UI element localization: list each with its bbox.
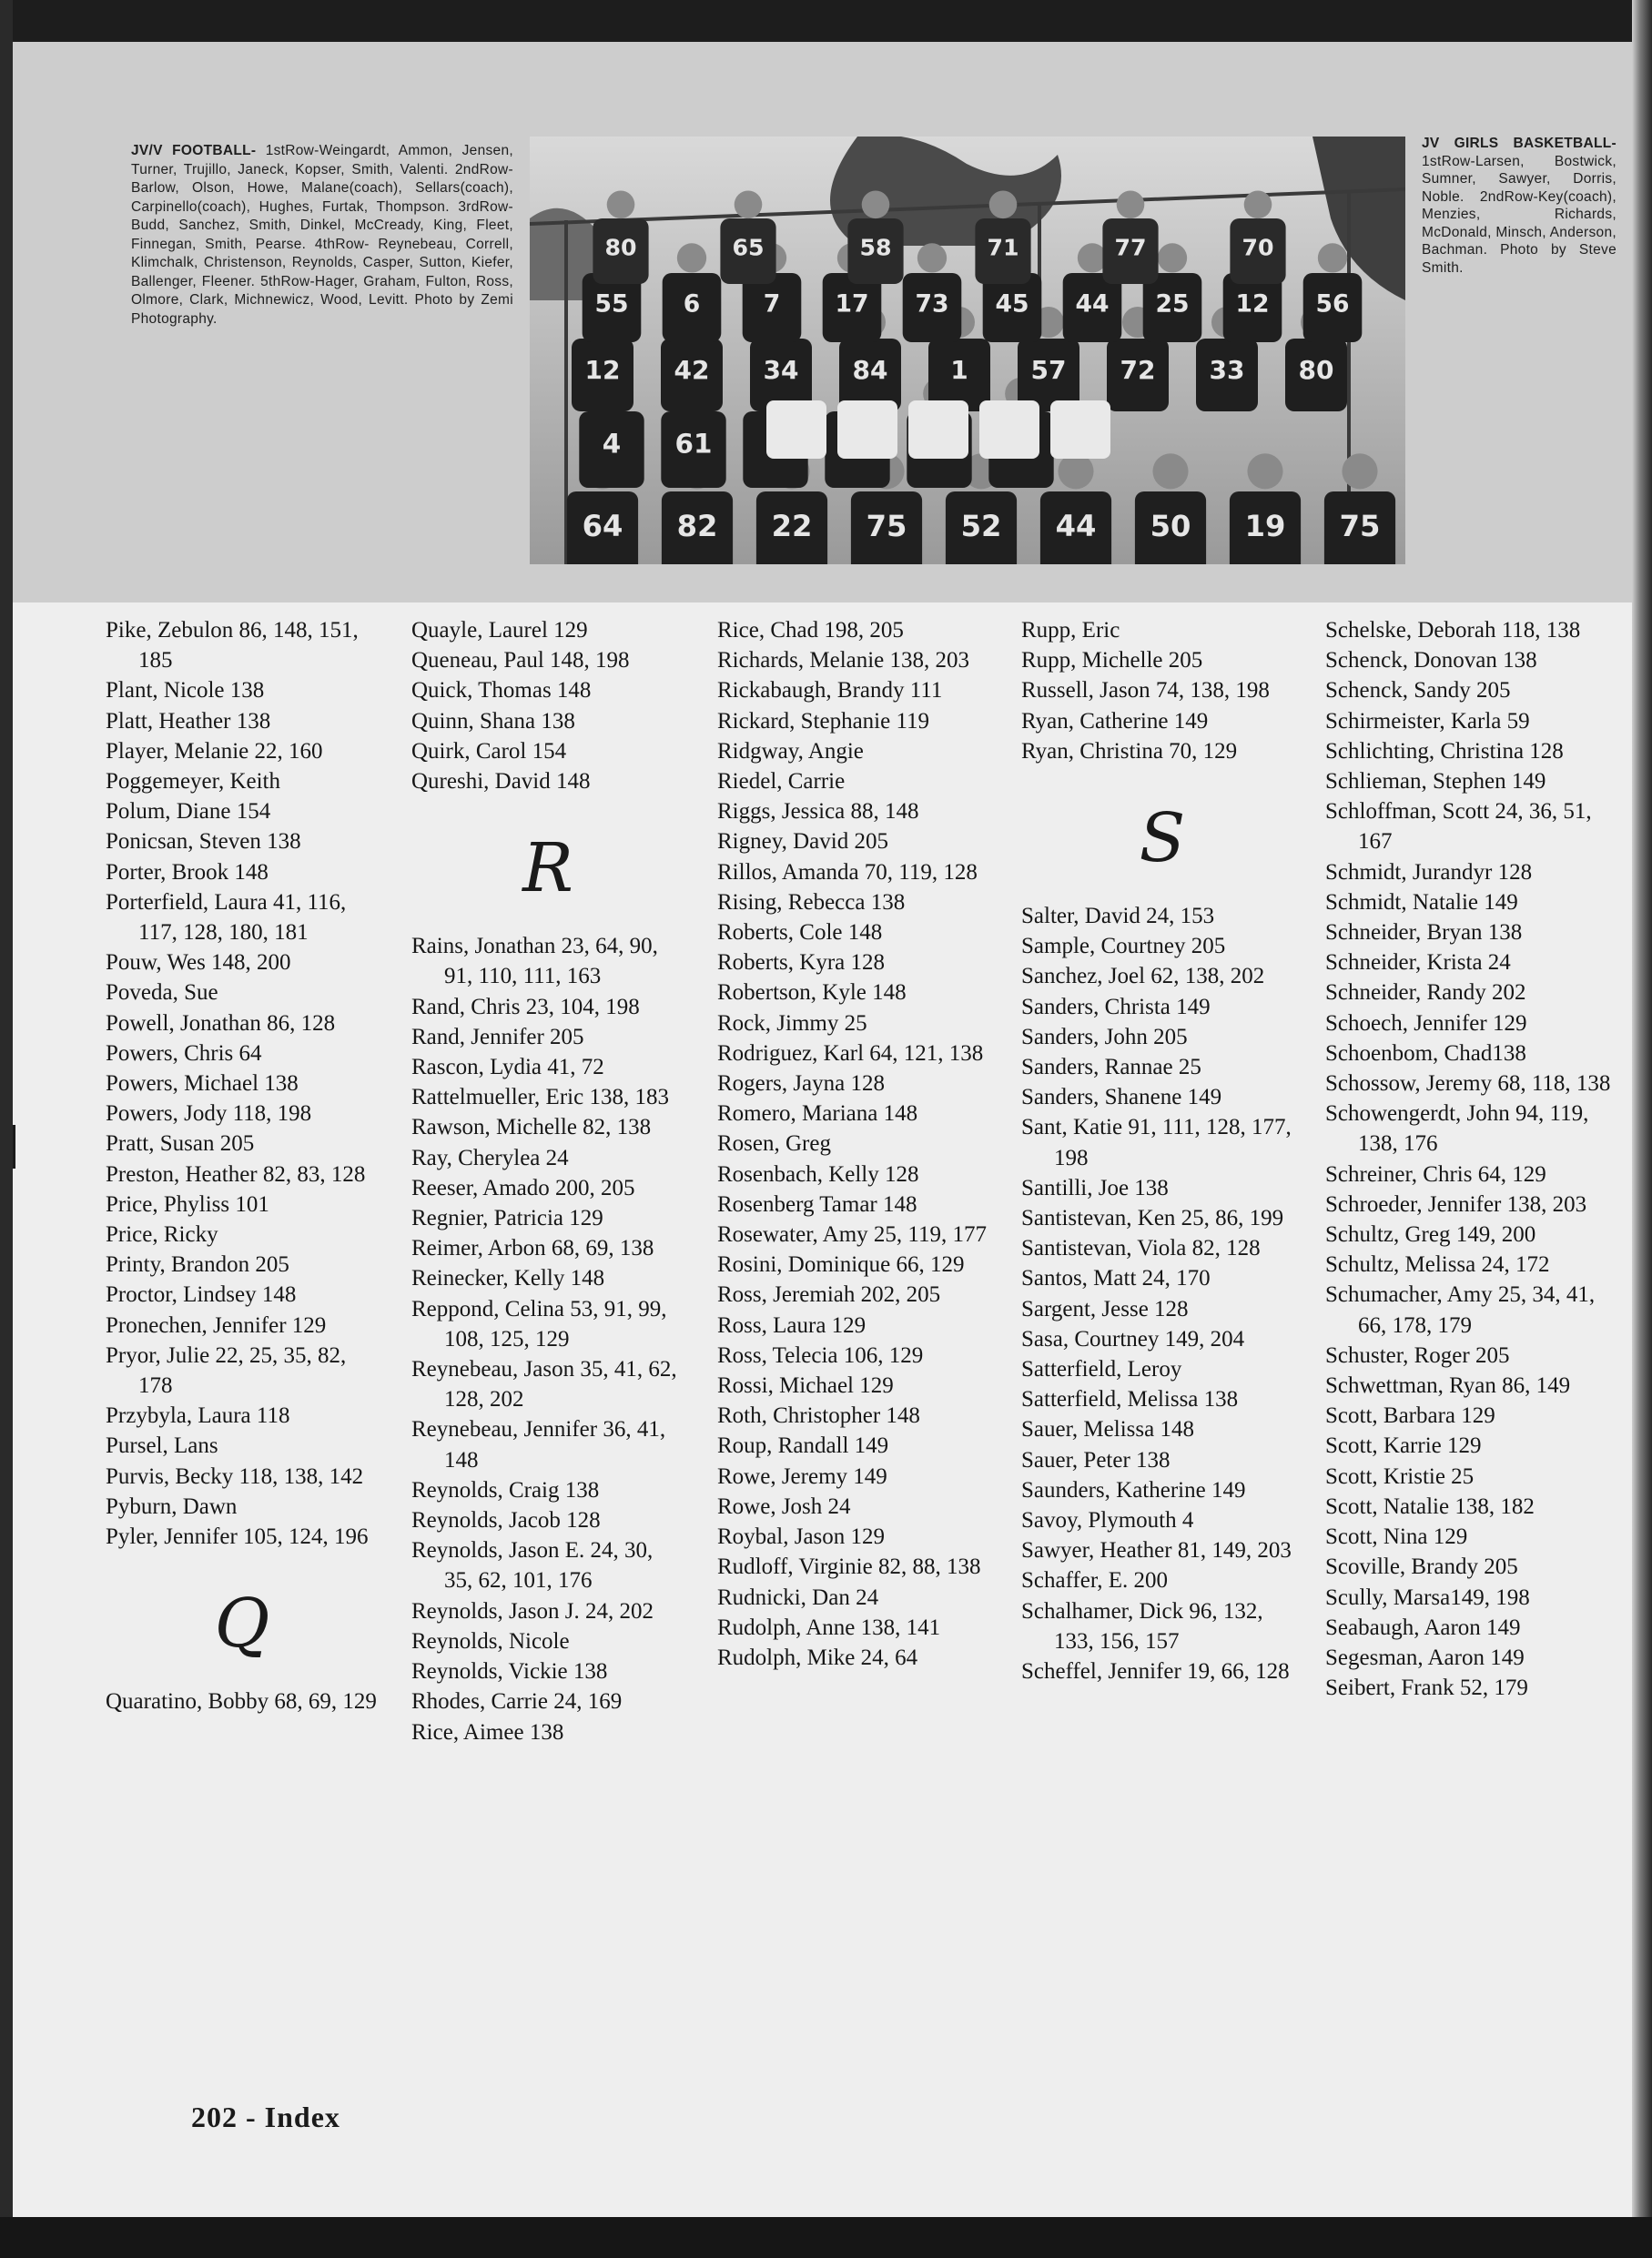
index-entry: Price, Ricky <box>106 1222 218 1248</box>
section-letter: R <box>522 829 573 908</box>
index-entry: Schowengerdt, John 94, 119, 138, 176 <box>1325 1101 1589 1157</box>
index-entry: Qureshi, David 148 <box>411 769 591 795</box>
index-entry: Schultz, Melissa 24, 172 <box>1325 1252 1550 1278</box>
football-caption-body: 1stRow-Weingardt, Ammon, Jensen, Turner, Trujillo, Janeck, Kopser, Smith, Valenti. 2ndRow-Barlow, Olson, Howe, Malane(coach), Sellars(coach), Carpinello(coach), Hughes, Furtak, Thompson. 3rdRow-Budd, Sanchez, Smith, Dinkel, McCready, King, Fleet, Finnegan, Smith, Pearse. 4thRow- Reynebeau, Correll, Klimchalk, Christenson, Reynolds, Casper, Sutton, Kiefer, Ballenger, Fleener. 5thRow-Hager, Graham, Fulton, Ross, Olmore, Clark, Michnewicz, Wood, Levitt. Photo by Zemi Photography. <box>131 143 513 327</box>
index-entry: Polum, Diane 154 <box>106 799 271 825</box>
index-entry: Sant, Katie 91, 111, 128, 177, 198 <box>1021 1115 1292 1170</box>
index-entry: Quayle, Laurel 129 <box>411 618 588 643</box>
index-entry: Powers, Jody 118, 198 <box>106 1101 312 1127</box>
index-entry: Rossi, Michael 129 <box>717 1373 894 1399</box>
index-entry: Roth, Christopher 148 <box>717 1403 920 1429</box>
page-footer: 202 - Index <box>191 2101 340 2133</box>
index-entry: Powell, Jonathan 86, 128 <box>106 1010 336 1036</box>
index-entry: Schroeder, Jennifer 138, 203 <box>1325 1191 1587 1217</box>
index-entry: Porterfield, Laura 41, 116, 117, 128, 180, 181 <box>106 889 347 946</box>
index-entry: Roberts, Kyra 128 <box>717 950 885 976</box>
index-entry: Reimer, Arbon 68, 69, 138 <box>411 1236 654 1261</box>
index-entry: Roberts, Cole 148 <box>717 920 883 946</box>
jersey-number: 17 <box>835 289 869 319</box>
index-entry: Scott, Barbara 129 <box>1325 1403 1495 1429</box>
jersey-number: 72 <box>1120 355 1156 385</box>
jersey-number: 22 <box>771 509 813 544</box>
coach-figure <box>979 400 1039 459</box>
index-entry: Sauer, Melissa 148 <box>1021 1417 1194 1443</box>
index-entry: Scott, Kristie 25 <box>1325 1463 1475 1489</box>
index-entry: Savoy, Plymouth 4 <box>1021 1508 1194 1534</box>
index-entry: Sanders, Shanene 149 <box>1021 1085 1222 1110</box>
index-entry: Sample, Courtney 205 <box>1021 934 1226 959</box>
index-entry: Rosen, Greg <box>717 1131 831 1157</box>
jersey-number: 64 <box>582 509 623 544</box>
index-entry: Rising, Rebecca 138 <box>717 889 906 915</box>
index-entry: Pyburn, Dawn <box>106 1494 238 1519</box>
index-entry: Powers, Michael 138 <box>106 1071 299 1097</box>
jersey-number: 6 <box>683 289 701 319</box>
index-entry: Rosewater, Amy 25, 119, 177 <box>717 1222 987 1248</box>
index-entry: Rand, Jennifer 205 <box>411 1024 584 1049</box>
index-column-3 <box>717 615 990 1673</box>
jersey-number: 71 <box>987 234 1019 261</box>
index-entry: Schirmeister, Karla 59 <box>1325 708 1530 734</box>
index-entry: Reynolds, Nicole <box>411 1628 570 1654</box>
jersey-number: 44 <box>1055 509 1097 544</box>
index-entry: Queneau, Paul 148, 198 <box>411 648 630 673</box>
index-entry: Schneider, Randy 202 <box>1325 980 1526 1006</box>
index-column-1 <box>106 615 379 1717</box>
index-entry: Powers, Chris 64 <box>106 1040 262 1066</box>
coach-figure <box>1050 400 1110 459</box>
index-entry: Riedel, Carrie <box>717 769 846 795</box>
coach-figure <box>908 400 968 459</box>
index-entry: Romero, Mariana 148 <box>717 1101 918 1127</box>
index-entry: Printy, Brandon 205 <box>106 1252 289 1278</box>
jersey-number: 19 <box>1244 509 1286 544</box>
index-entry: Satterfield, Leroy <box>1021 1357 1182 1382</box>
index-entry: Quaratino, Bobby 68, 69, 129 <box>106 1689 377 1715</box>
jersey-number: 44 <box>1075 289 1110 319</box>
jersey-number: 4 <box>602 428 622 460</box>
index-entry: Reeser, Amado 200, 205 <box>411 1175 635 1200</box>
index-entry: Reppond, Celina 53, 91, 99, 108, 125, 129 <box>411 1296 667 1352</box>
index-entry: Schoenbom, Chad138 <box>1325 1040 1526 1066</box>
basketball-caption <box>1422 135 1617 277</box>
index-entry: Schenck, Donovan 138 <box>1325 648 1537 673</box>
index-entry: Richards, Melanie 138, 203 <box>717 648 970 673</box>
index-entry: Schneider, Bryan 138 <box>1325 920 1523 946</box>
team-photo-svg <box>530 137 1405 564</box>
index-entry: Regnier, Patricia 129 <box>411 1206 603 1231</box>
index-entry: Rudolph, Anne 138, 141 <box>717 1615 941 1640</box>
index-entry: Rickabaugh, Brandy 111 <box>717 678 943 704</box>
index-entry: Ross, Telecia 106, 129 <box>717 1342 924 1368</box>
index-entry: Ryan, Christina 70, 129 <box>1021 738 1238 764</box>
index-entry: Rogers, Jayna 128 <box>717 1071 885 1097</box>
basketball-caption-heading: JV GIRLS BASKETBALL- <box>1422 136 1617 151</box>
jersey-number: 80 <box>1298 355 1334 385</box>
index-entry: Przybyla, Laura 118 <box>106 1403 290 1429</box>
jersey-number: 58 <box>859 234 892 261</box>
yearbook-page <box>13 42 1632 2217</box>
index-entry: Seabaugh, Aaron 149 <box>1325 1615 1521 1640</box>
index-entry: Roybal, Jason 129 <box>717 1524 886 1550</box>
index-entry: Rudloff, Virginie 82, 88, 138 <box>717 1554 981 1580</box>
index-entry: Porter, Brook 148 <box>106 859 269 885</box>
index-entry: Reynolds, Jason E. 24, 30, 35, 62, 101, 176 <box>411 1538 654 1594</box>
coach-figure <box>837 400 897 459</box>
jersey-number: 77 <box>1114 234 1147 261</box>
index-entry: Schlieman, Stephen 149 <box>1325 769 1546 795</box>
jersey-number: 50 <box>1150 509 1191 544</box>
index-entry: Pursel, Lans <box>106 1433 218 1459</box>
index-entry: Rand, Chris 23, 104, 198 <box>411 994 640 1019</box>
jersey-number: 57 <box>1030 355 1067 385</box>
jersey-number: 73 <box>915 289 949 319</box>
index-entry: Schoech, Jennifer 129 <box>1325 1010 1527 1036</box>
scan-right-border <box>1632 0 1652 2258</box>
index-entry: Reynolds, Jason J. 24, 202 <box>411 1598 654 1624</box>
index-entry: Sanders, Christa 149 <box>1021 994 1211 1019</box>
index-entry: Sargent, Jesse 128 <box>1021 1296 1189 1321</box>
scan-top-border <box>0 0 1652 42</box>
jersey-number: 75 <box>1339 509 1381 544</box>
coach-figure <box>766 400 826 459</box>
section-letter: Q <box>214 1585 270 1664</box>
index-entry: Rosini, Dominique 66, 129 <box>717 1252 965 1278</box>
index-entry: Pryor, Julie 22, 25, 35, 82, 178 <box>106 1342 347 1399</box>
index-entry: Seibert, Frank 52, 179 <box>1325 1676 1528 1701</box>
index-entry: Pouw, Wes 148, 200 <box>106 950 291 976</box>
jersey-number: 45 <box>995 289 1029 319</box>
index-entry: Pratt, Susan 205 <box>106 1131 255 1157</box>
index-entry: Robertson, Kyle 148 <box>717 980 907 1006</box>
index-entry: Purvis, Becky 118, 138, 142 <box>106 1463 364 1489</box>
index-entry: Quinn, Shana 138 <box>411 708 575 734</box>
index-entry: Rascon, Lydia 41, 72 <box>411 1055 604 1080</box>
index-entry: Rhodes, Carrie 24, 169 <box>411 1689 623 1715</box>
index-entry: Quirk, Carol 154 <box>411 738 567 764</box>
jersey-number: 56 <box>1315 289 1350 319</box>
index-entry: Ryan, Catherine 149 <box>1021 708 1209 734</box>
index-entry: Schelske, Deborah 118, 138 <box>1325 618 1581 643</box>
index-entry: Santistevan, Viola 82, 128 <box>1021 1236 1261 1261</box>
index-entry: Rudnicki, Dan 24 <box>717 1585 879 1610</box>
index-entry: Rudolph, Mike 24, 64 <box>717 1645 918 1670</box>
section-letter: S <box>1139 799 1186 878</box>
index-entry: Poveda, Sue <box>106 980 218 1006</box>
index-entry: Plant, Nicole 138 <box>106 678 265 704</box>
index-entry: Rupp, Michelle 205 <box>1021 648 1203 673</box>
index-entry: Sawyer, Heather 81, 149, 203 <box>1021 1538 1292 1564</box>
jersey-number: 52 <box>960 509 1002 544</box>
index-entry: Ross, Laura 129 <box>717 1312 867 1338</box>
index-entry: Rowe, Jeremy 149 <box>717 1463 887 1489</box>
index-entry: Roup, Randall 149 <box>717 1433 889 1459</box>
index-entry: Pyler, Jennifer 105, 124, 196 <box>106 1524 369 1550</box>
index-entry: Reinecker, Kelly 148 <box>411 1266 605 1291</box>
jersey-number: 7 <box>763 289 781 319</box>
index-column-2 <box>411 615 684 1747</box>
index-entry: Rillos, Amanda 70, 119, 128 <box>717 859 978 885</box>
index-entry: Sanders, Rannae 25 <box>1021 1055 1201 1080</box>
jersey-number: 75 <box>866 509 907 544</box>
index-entry: Schuster, Roger 205 <box>1325 1342 1510 1368</box>
index-entry: Schenck, Sandy 205 <box>1325 678 1511 704</box>
jersey-number: 84 <box>852 355 888 385</box>
index-entry: Sauer, Peter 138 <box>1021 1447 1171 1473</box>
index-entry: Satterfield, Melissa 138 <box>1021 1387 1239 1413</box>
index-entry: Santilli, Joe 138 <box>1021 1175 1169 1200</box>
index-column-5 <box>1325 615 1617 1703</box>
index-entry: Schreiner, Chris 64, 129 <box>1325 1161 1546 1187</box>
index-entry: Schlichting, Christina 128 <box>1325 738 1564 764</box>
index-entry: Rupp, Eric <box>1021 618 1120 643</box>
index-entry: Rice, Aimee 138 <box>411 1719 564 1745</box>
jersey-number: 42 <box>674 355 710 385</box>
index-entry: Rosenbach, Kelly 128 <box>717 1161 919 1187</box>
index-entry: Scott, Natalie 138, 182 <box>1325 1494 1535 1519</box>
index-entry: Schultz, Greg 149, 200 <box>1325 1222 1536 1248</box>
index-entry: Sasa, Courtney 149, 204 <box>1021 1326 1245 1352</box>
jersey-number: 33 <box>1209 355 1245 385</box>
index-entry: Platt, Heather 138 <box>106 708 271 734</box>
index-entry: Reynolds, Craig 138 <box>411 1477 600 1503</box>
jersey-number: 55 <box>594 289 629 319</box>
index-entry: Pronechen, Jennifer 129 <box>106 1312 327 1338</box>
jersey-number: 12 <box>584 355 621 385</box>
index-entry: Schneider, Krista 24 <box>1325 950 1511 976</box>
index-entry: Schmidt, Jurandyr 128 <box>1325 859 1533 885</box>
jersey-number: 1 <box>950 355 968 385</box>
index-entry: Schwettman, Ryan 86, 149 <box>1325 1373 1571 1399</box>
jersey-number: 70 <box>1242 234 1274 261</box>
index-entry: Santos, Matt 24, 170 <box>1021 1266 1211 1291</box>
index-entry: Schalhamer, Dick 96, 132, 133, 156, 157 <box>1021 1598 1263 1654</box>
scan-left-border <box>0 0 13 2258</box>
margin-mark <box>13 1125 15 1169</box>
football-caption <box>131 142 513 329</box>
index-entry: Rains, Jonathan 23, 64, 90, 91, 110, 111, 163 <box>411 934 658 989</box>
index-entry: Saunders, Katherine 149 <box>1021 1477 1246 1503</box>
index-column-4 <box>1021 615 1303 1686</box>
index-entry: Rattelmueller, Eric 138, 183 <box>411 1085 669 1110</box>
index-entry: Schaffer, E. 200 <box>1021 1568 1168 1594</box>
index-entry: Russell, Jason 74, 138, 198 <box>1021 678 1270 704</box>
index-entry: Reynolds, Jacob 128 <box>411 1508 601 1534</box>
index-entry: Schloffman, Scott 24, 36, 51, 167 <box>1325 799 1592 855</box>
index-entry: Rickard, Stephanie 119 <box>717 708 930 734</box>
jersey-number: 80 <box>604 234 637 261</box>
index-entry: Schumacher, Amy 25, 34, 41, 66, 178, 179 <box>1325 1282 1596 1338</box>
jersey-number: 25 <box>1155 289 1190 319</box>
jersey-number: 34 <box>763 355 799 385</box>
index-entry: Sanchez, Joel 62, 138, 202 <box>1021 964 1265 989</box>
index-entry: Rigney, David 205 <box>717 829 888 855</box>
index-entry: Ponicsan, Steven 138 <box>106 829 301 855</box>
index-entry: Pike, Zebulon 86, 148, 151, 185 <box>106 618 359 673</box>
index-entry: Rock, Jimmy 25 <box>717 1010 867 1036</box>
scan-bottom-border <box>0 2217 1652 2258</box>
index-entry: Scott, Karrie 129 <box>1325 1433 1482 1459</box>
index-entry: Rosenberg Tamar 148 <box>717 1191 917 1217</box>
jersey-number: 82 <box>676 509 718 544</box>
index-entry: Scheffel, Jennifer 19, 66, 128 <box>1021 1659 1290 1685</box>
index-entry: Santistevan, Ken 25, 86, 199 <box>1021 1206 1284 1231</box>
index-entry: Preston, Heather 82, 83, 128 <box>106 1161 366 1187</box>
index-entry: Scully, Marsa149, 198 <box>1325 1585 1530 1610</box>
football-caption-heading: JV/V FOOTBALL- <box>131 143 257 158</box>
jersey-number: 61 <box>674 428 713 460</box>
index-entry: Price, Phyliss 101 <box>106 1191 269 1217</box>
index-entry: Player, Melanie 22, 160 <box>106 738 323 764</box>
index-entry: Scoville, Brandy 205 <box>1325 1554 1518 1580</box>
photo-band <box>13 42 1632 602</box>
index-entry: Poggemeyer, Keith <box>106 769 281 795</box>
index-entry: Rice, Chad 198, 205 <box>717 618 904 643</box>
index-entry: Proctor, Lindsey 148 <box>106 1282 297 1308</box>
index-entry: Ridgway, Angie <box>717 738 864 764</box>
index-entry: Rowe, Josh 24 <box>717 1494 851 1519</box>
index-entry: Reynolds, Vickie 138 <box>411 1659 608 1685</box>
index-entry: Ray, Cherylea 24 <box>411 1145 569 1170</box>
jersey-number: 12 <box>1235 289 1270 319</box>
index-entry: Segesman, Aaron 149 <box>1325 1645 1525 1670</box>
basketball-caption-body: 1stRow-Larsen, Bostwick, Sumner, Sawyer, Dorris, Noble. 2ndRow-Key(coach), Menzies, Richards, McDonald, Minsch, Anderson, Bachman. Photo by Steve Smith. <box>1422 153 1617 276</box>
index-entry: Riggs, Jessica 88, 148 <box>717 799 919 825</box>
index-entry: Scott, Nina 129 <box>1325 1524 1468 1550</box>
index-entry: Ross, Jeremiah 202, 205 <box>717 1282 941 1308</box>
index-entry: Sanders, John 205 <box>1021 1024 1188 1049</box>
index-entry: Schmidt, Natalie 149 <box>1325 889 1518 915</box>
index-entry: Salter, David 24, 153 <box>1021 904 1215 929</box>
team-photo <box>530 137 1405 564</box>
index-entry: Rodriguez, Karl 64, 121, 138 <box>717 1040 984 1066</box>
index-entry: Reynebeau, Jennifer 36, 41, 148 <box>411 1417 666 1473</box>
index-entry: Schossow, Jeremy 68, 118, 138 <box>1325 1071 1611 1097</box>
index-entry: Rawson, Michelle 82, 138 <box>411 1115 652 1140</box>
jersey-number: 65 <box>732 234 765 261</box>
index-entry: Quick, Thomas 148 <box>411 678 592 704</box>
index-entry: Reynebeau, Jason 35, 41, 62, 128, 202 <box>411 1357 677 1413</box>
